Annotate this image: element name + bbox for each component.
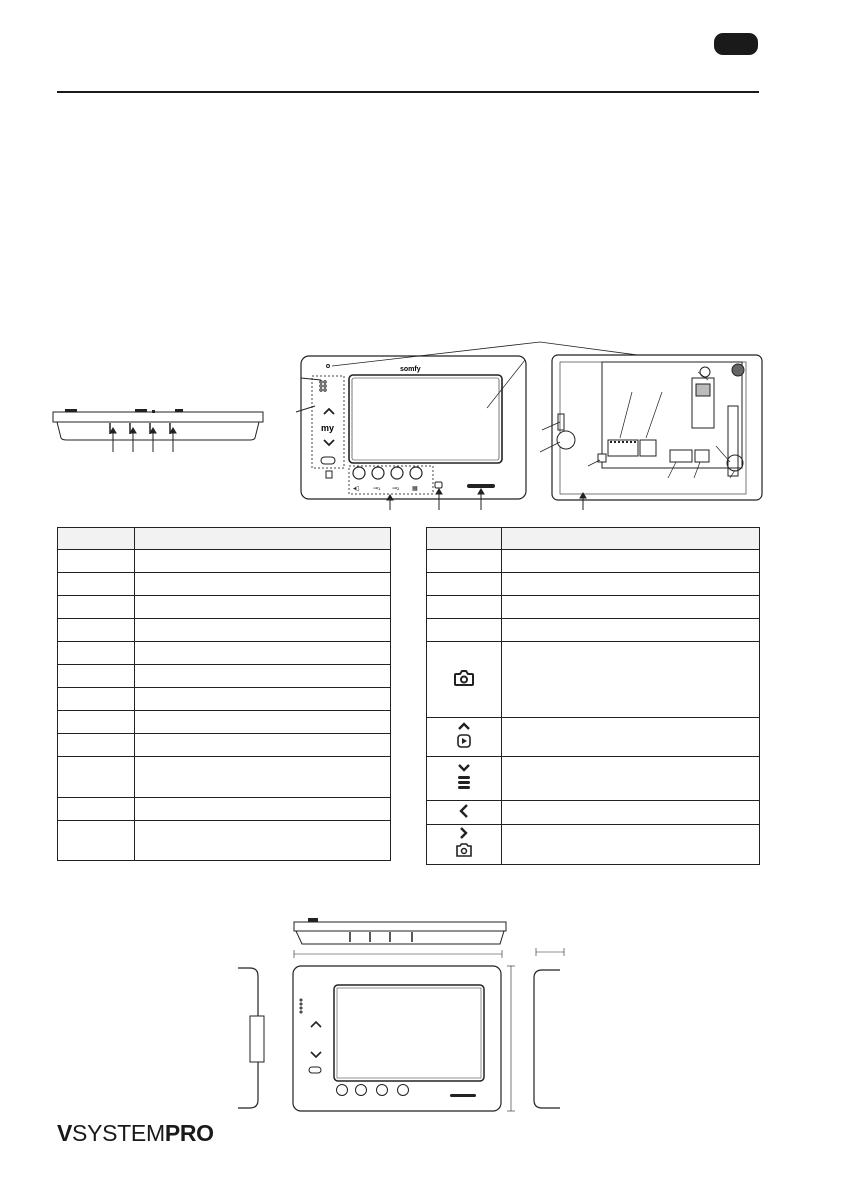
- up-play-icon: [454, 720, 474, 752]
- down-menu-icon: [454, 759, 474, 795]
- vsystempro-logo: VSYSTEMPRO: [57, 1120, 214, 1146]
- right-description-table: [426, 527, 760, 865]
- table-row: [58, 711, 391, 734]
- table-row: [58, 757, 391, 798]
- monitor-rear-view-figure: [530, 350, 770, 512]
- table-row: [58, 619, 391, 642]
- table-row: [427, 825, 760, 865]
- header-rule: [57, 91, 759, 93]
- table-row: [427, 596, 760, 619]
- table-row: [58, 734, 391, 757]
- table-header-row: [58, 528, 391, 550]
- language-badge: [714, 33, 758, 55]
- svg-text:⊸₂: ⊸₂: [392, 485, 400, 492]
- left-description-table: [57, 527, 391, 861]
- device-top-view-figure: [40, 400, 270, 460]
- table-row: [58, 573, 391, 596]
- header-cell-desc: [135, 528, 391, 550]
- table-row: [58, 688, 391, 711]
- camera-icon: [453, 668, 475, 688]
- right-camera-icon: [453, 826, 475, 860]
- table-row: [427, 718, 760, 757]
- table-row: [427, 550, 760, 573]
- table-header-row: [427, 528, 760, 550]
- table-row: [58, 596, 391, 619]
- svg-text:⊸₁: ⊸₁: [373, 485, 381, 492]
- brand-label: somfy: [400, 366, 421, 373]
- table-row: [58, 821, 391, 861]
- table-row: [427, 801, 760, 825]
- svg-text:▦: ▦: [412, 485, 418, 492]
- table-row: [427, 619, 760, 642]
- dimension-drawings-figure: [230, 912, 580, 1117]
- svg-text:◂▯: ◂▯: [353, 485, 360, 492]
- table-row: [427, 642, 760, 718]
- table-row: [58, 642, 391, 665]
- my-label: my: [321, 423, 335, 433]
- table-row: [58, 665, 391, 688]
- table-row: [427, 573, 760, 596]
- table-row: [427, 757, 760, 801]
- table-row: [58, 550, 391, 573]
- header-cell-ref: [58, 528, 135, 550]
- left-chevron-icon: [457, 803, 471, 819]
- table-row: [58, 798, 391, 821]
